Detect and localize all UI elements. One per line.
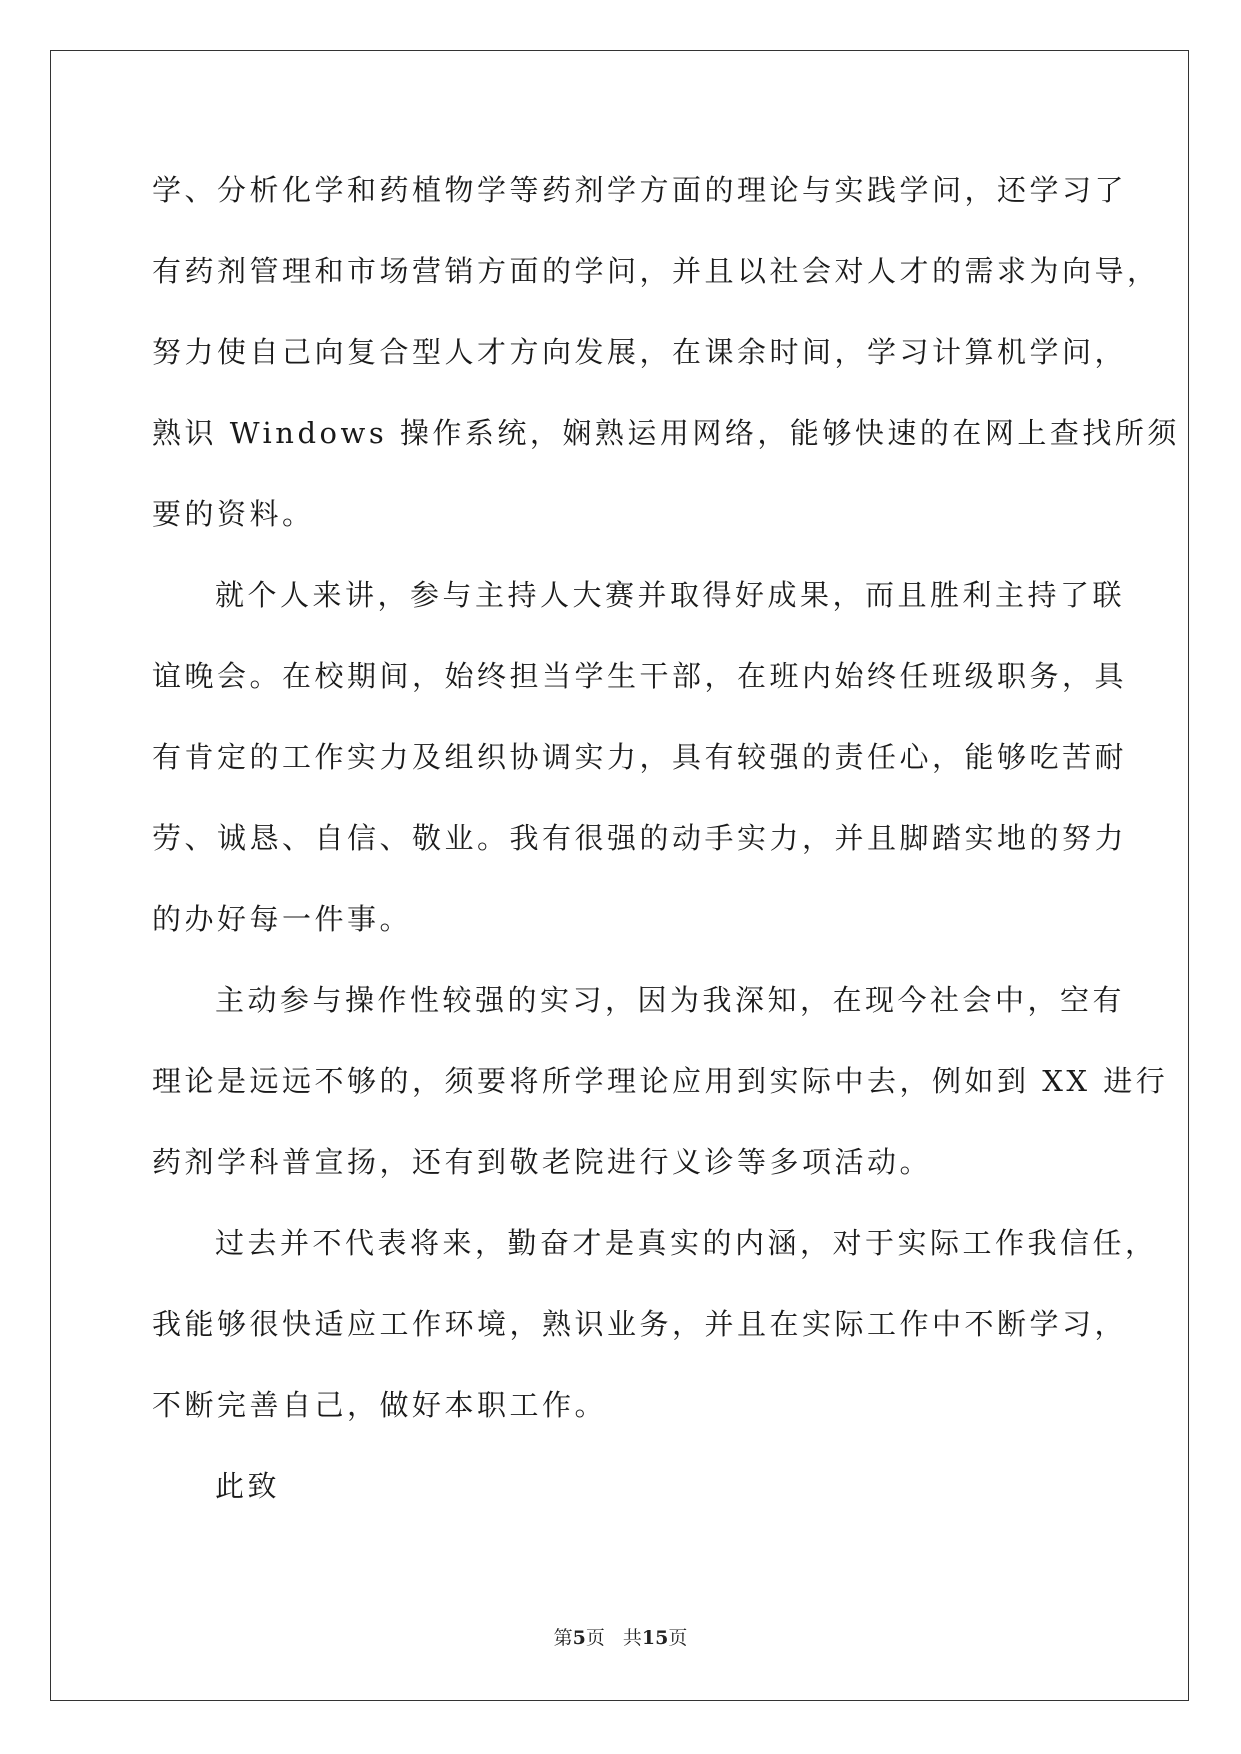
- text-line: 我能够很快适应工作环境，熟识业务，并且在实际工作中不断学习，: [152, 1307, 1128, 1341]
- total-pages: 15: [641, 1627, 669, 1649]
- text-line: 劳、诚恳、自信、敬业。我有很强的动手实力，并且脚踏实地的努力: [152, 821, 1128, 855]
- text-line: 学、分析化学和药植物学等药剂学方面的理论与实践学问，还学习了: [152, 173, 1128, 207]
- page-number: 5: [572, 1627, 586, 1649]
- text-line: 就个人来讲，参与主持人大赛并取得好成果，而且胜利主持了联: [215, 578, 1126, 612]
- text-line: 主动参与操作性较强的实习，因为我深知，在现今社会中，空有: [215, 983, 1126, 1017]
- page-footer: [0, 1626, 1241, 1650]
- text-line: 谊晚会。在校期间，始终担当学生干部，在班内始终任班级职务，具: [152, 659, 1128, 693]
- text-line: 药剂学科普宣扬，还有到敬老院进行义诊等多项活动。: [152, 1145, 933, 1179]
- text-line: 不断完善自己，做好本职工作。: [152, 1388, 608, 1422]
- document-body: [152, 150, 1180, 1527]
- text-line: 熟识 Windows 操作系统，娴熟运用网络，能够快速的在网上查找所须: [152, 416, 1180, 450]
- page-prefix: 第: [553, 1627, 573, 1649]
- text-line: 有药剂管理和市场营销方面的学问，并且以社会对人才的需求为向导，: [152, 254, 1160, 288]
- text-line: 要的资料。: [152, 497, 315, 531]
- page-suffix: 页: [585, 1627, 605, 1649]
- closing-salutation: 此致: [215, 1469, 281, 1503]
- text-line: 的办好每一件事。: [152, 902, 413, 936]
- total-suffix: 页: [668, 1627, 688, 1649]
- total-prefix: 共: [622, 1627, 642, 1649]
- text-line: 过去并不代表将来，勤奋才是真实的内涵，对于实际工作我信任，: [215, 1226, 1158, 1260]
- text-line: 有肯定的工作实力及组织协调实力，具有较强的责任心，能够吃苦耐: [152, 740, 1128, 774]
- text-line: 努力使自己向复合型人才方向发展，在课余时间，学习计算机学问，: [152, 335, 1128, 369]
- text-line: 理论是远远不够的，须要将所学理论应用到实际中去，例如到 XX 进行: [152, 1064, 1169, 1098]
